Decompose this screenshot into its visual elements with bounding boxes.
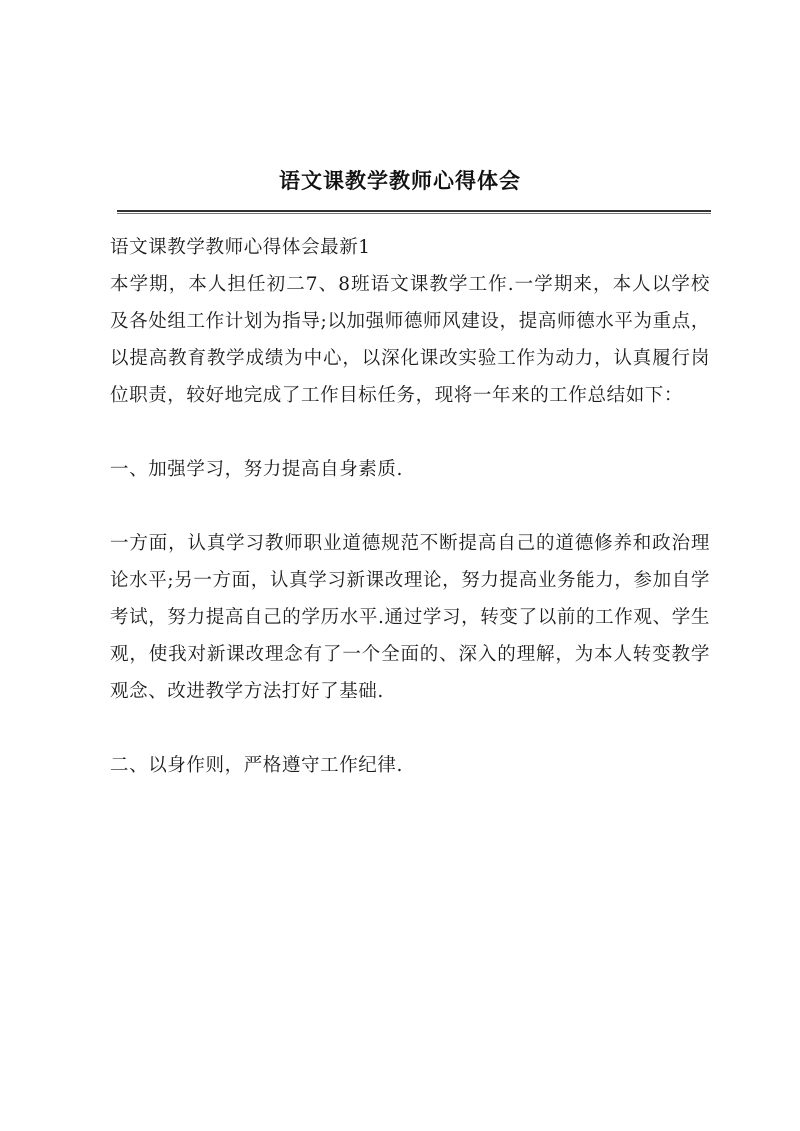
document-subtitle: 语文课教学教师心得体会最新1 <box>110 237 371 258</box>
intro-paragraph: 本学期，本人担任初二7、8班语文课教学工作.一学期来，本人以学校及各处组工作计划为指导;以加强师德师风建设，提高师德水平为重点，以提高教育教学成绩为中心，以深化课改实验工作为动力，认真履行岗位职责，较好地完成了工作目标任务，现将一年来的工作总结如下： <box>110 274 710 406</box>
title-divider <box>117 210 711 214</box>
paragraph-spacer <box>110 488 710 525</box>
document-title: 语文课教学教师心得体会 <box>279 168 521 193</box>
paragraph-spacer <box>110 710 710 747</box>
section-1-heading: 一、加强学习，努力提高自身素质. <box>110 459 403 480</box>
paragraph-spacer <box>110 414 710 451</box>
document-body <box>110 229 710 784</box>
section-1-paragraph: 一方面，认真学习教师职业道德规范不断提高自己的道德修养和政治理论水平;另一方面，认真学习新课改理论，努力提高业务能力，参加自学考试，努力提高自己的学历水平.通过学习，转变了以前的工作观、学生观，使我对新课改理念有了一个全面的、深入的理解，为本人转变教学观念、改进教学方法打好了基础. <box>110 533 710 702</box>
section-2-heading: 二、以身作则，严格遵守工作纪律. <box>110 755 403 776</box>
